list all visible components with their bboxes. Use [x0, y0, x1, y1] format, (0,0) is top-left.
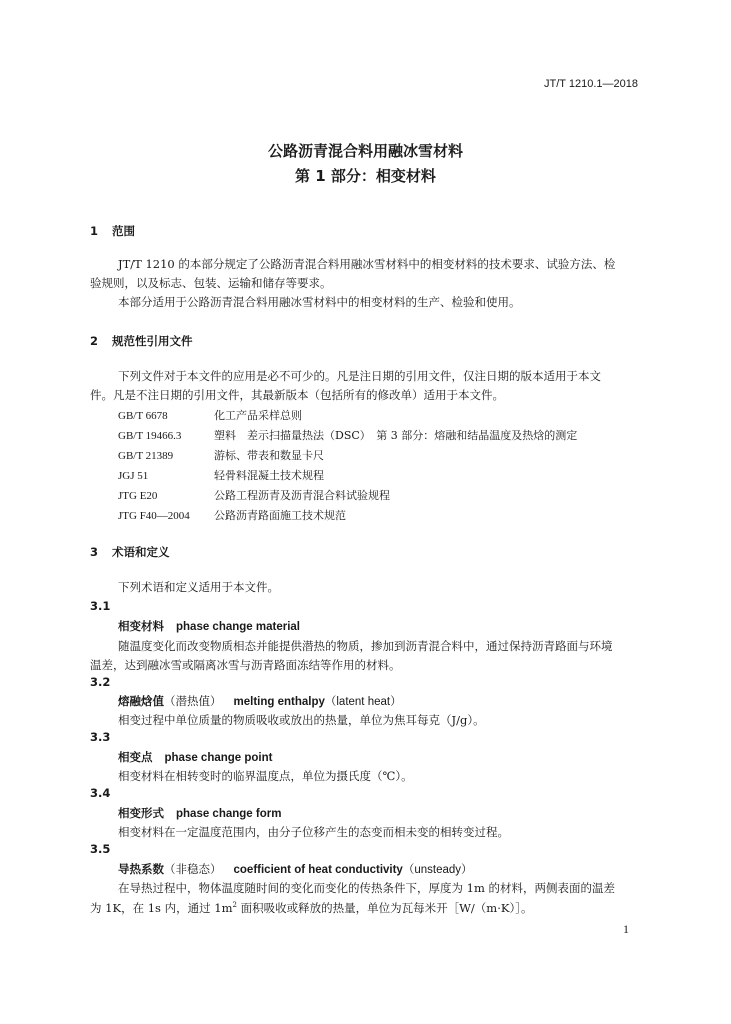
- term-zh: 熔融焓值: [118, 694, 164, 708]
- reference-code: JTG F40—2004: [118, 510, 190, 522]
- term-heading: [118, 618, 300, 634]
- section-number: 1: [90, 224, 99, 238]
- term-en: coefficient of heat conductivity: [233, 864, 403, 876]
- term-definition: [90, 900, 532, 916]
- term-definition: 相变材料在相转变时的临界温度点，单位为摄氏度（℃）。: [118, 769, 413, 783]
- standard-number: JT/T 1210.1—2018: [544, 78, 638, 90]
- term-en: melting enthalpy: [233, 696, 325, 708]
- reference-code: JTG E20: [118, 490, 158, 502]
- term-zh: 相变点: [118, 750, 153, 764]
- term-definition: 相变材料在一定温度范围内，由分子位移产生的态变而相未变的相转变过程。: [118, 825, 509, 839]
- reference-title: 公路沥青路面施工技术规范: [214, 509, 346, 522]
- paragraph-line: 下列文件对于本文件的应用是必不可少的。凡是注日期的引用文件，仅注日期的版本适用于本文: [118, 369, 601, 383]
- term-definition: 温差，达到融冰雪或隔离冰雪与沥青路面冻结等作用的材料。: [90, 658, 401, 672]
- term-zh-alias: （非稳态）: [164, 862, 222, 876]
- document-title: 公路沥青混合料用融冰雪材料: [267, 142, 463, 160]
- term-number: 3.1: [90, 599, 111, 613]
- reference-item: [118, 467, 324, 483]
- reference-title: 游标、带表和数显卡尺: [214, 449, 324, 462]
- section-2-heading: [90, 333, 193, 349]
- term-en-alias: （unsteady）: [402, 864, 473, 876]
- section-number: 2: [90, 334, 99, 348]
- section-3-heading: [90, 544, 170, 560]
- term-number: 3.2: [90, 675, 111, 689]
- definition-text: 为 1K，在 1s 内，通过 1m: [90, 901, 233, 915]
- section-title: 规范性引用文件: [112, 334, 193, 348]
- term-en-alias: （latent heat）: [324, 696, 402, 708]
- term-en: phase change form: [176, 808, 282, 820]
- term-zh: 相变形式: [118, 806, 164, 820]
- paragraph-line: 下列术语和定义适用于本文件。: [118, 580, 279, 594]
- reference-code: JGJ 51: [118, 470, 149, 482]
- reference-title: 塑料 差示扫描量热法（DSC） 第 3 部分：熔融和结晶温度及热焓的测定: [214, 429, 578, 442]
- reference-item: [118, 407, 302, 423]
- term-zh-alias: （潜热值）: [164, 694, 222, 708]
- reference-title: 公路工程沥青及沥青混合料试验规程: [214, 489, 390, 502]
- paragraph-line: JT/T 1210 的本部分规定了公路沥青混合料用融冰雪材料中的相变材料的技术要求、试验方法、检: [118, 257, 616, 271]
- superscript: 2: [232, 901, 237, 909]
- term-heading: [118, 693, 402, 709]
- section-title: 范围: [112, 224, 135, 238]
- term-heading: [118, 805, 281, 821]
- section-1-heading: [90, 223, 135, 239]
- paragraph-line: 验规则，以及标志、包装、运输和储存等要求。: [90, 276, 332, 290]
- term-heading: [118, 861, 473, 877]
- reference-item: [118, 427, 577, 443]
- term-heading: [118, 749, 273, 765]
- term-number: 3.4: [90, 786, 111, 800]
- reference-title: 化工产品采样总则: [214, 409, 302, 422]
- reference-title: 轻骨料混凝土技术规程: [214, 469, 324, 482]
- paragraph-line: 件。凡是不注日期的引用文件，其最新版本（包括所有的修改单）适用于本文件。: [90, 388, 504, 402]
- reference-item: [118, 487, 390, 503]
- term-number: 3.3: [90, 730, 111, 744]
- reference-code: GB/T 19466.3: [118, 430, 182, 442]
- page-number: 1: [623, 922, 629, 936]
- paragraph-line: 本部分适用于公路沥青混合料用融冰雪材料中的相变材料的生产、检验和使用。: [118, 295, 521, 309]
- term-definition: 在导热过程中，物体温度随时间的变化而变化的传热条件下，厚度为 1m 的材料，两侧表面的温差: [118, 881, 616, 895]
- reference-code: GB/T 21389: [118, 450, 174, 462]
- term-en: phase change point: [164, 752, 273, 764]
- definition-text: 面积吸收或释放的热量，单位为瓦每米开［W/（m·K）］。: [236, 901, 533, 915]
- reference-item: [118, 447, 324, 463]
- term-definition: 随温度变化而改变物质相态并能提供潜热的物质，掺加到沥青混合料中，通过保持沥青路面与环境: [118, 639, 613, 653]
- section-title: 术语和定义: [112, 545, 170, 559]
- reference-item: [118, 507, 346, 523]
- term-zh: 相变材料: [118, 619, 164, 633]
- term-number: 3.5: [90, 842, 111, 856]
- reference-code: GB/T 6678: [118, 410, 168, 422]
- term-zh: 导热系数: [118, 862, 164, 876]
- document-subtitle: 第 1 部分：相变材料: [295, 167, 436, 185]
- section-number: 3: [90, 545, 99, 559]
- term-definition: 相变过程中单位质量的物质吸收或放出的热量，单位为焦耳每克（J/g）。: [118, 713, 485, 727]
- term-en: phase change material: [176, 621, 300, 633]
